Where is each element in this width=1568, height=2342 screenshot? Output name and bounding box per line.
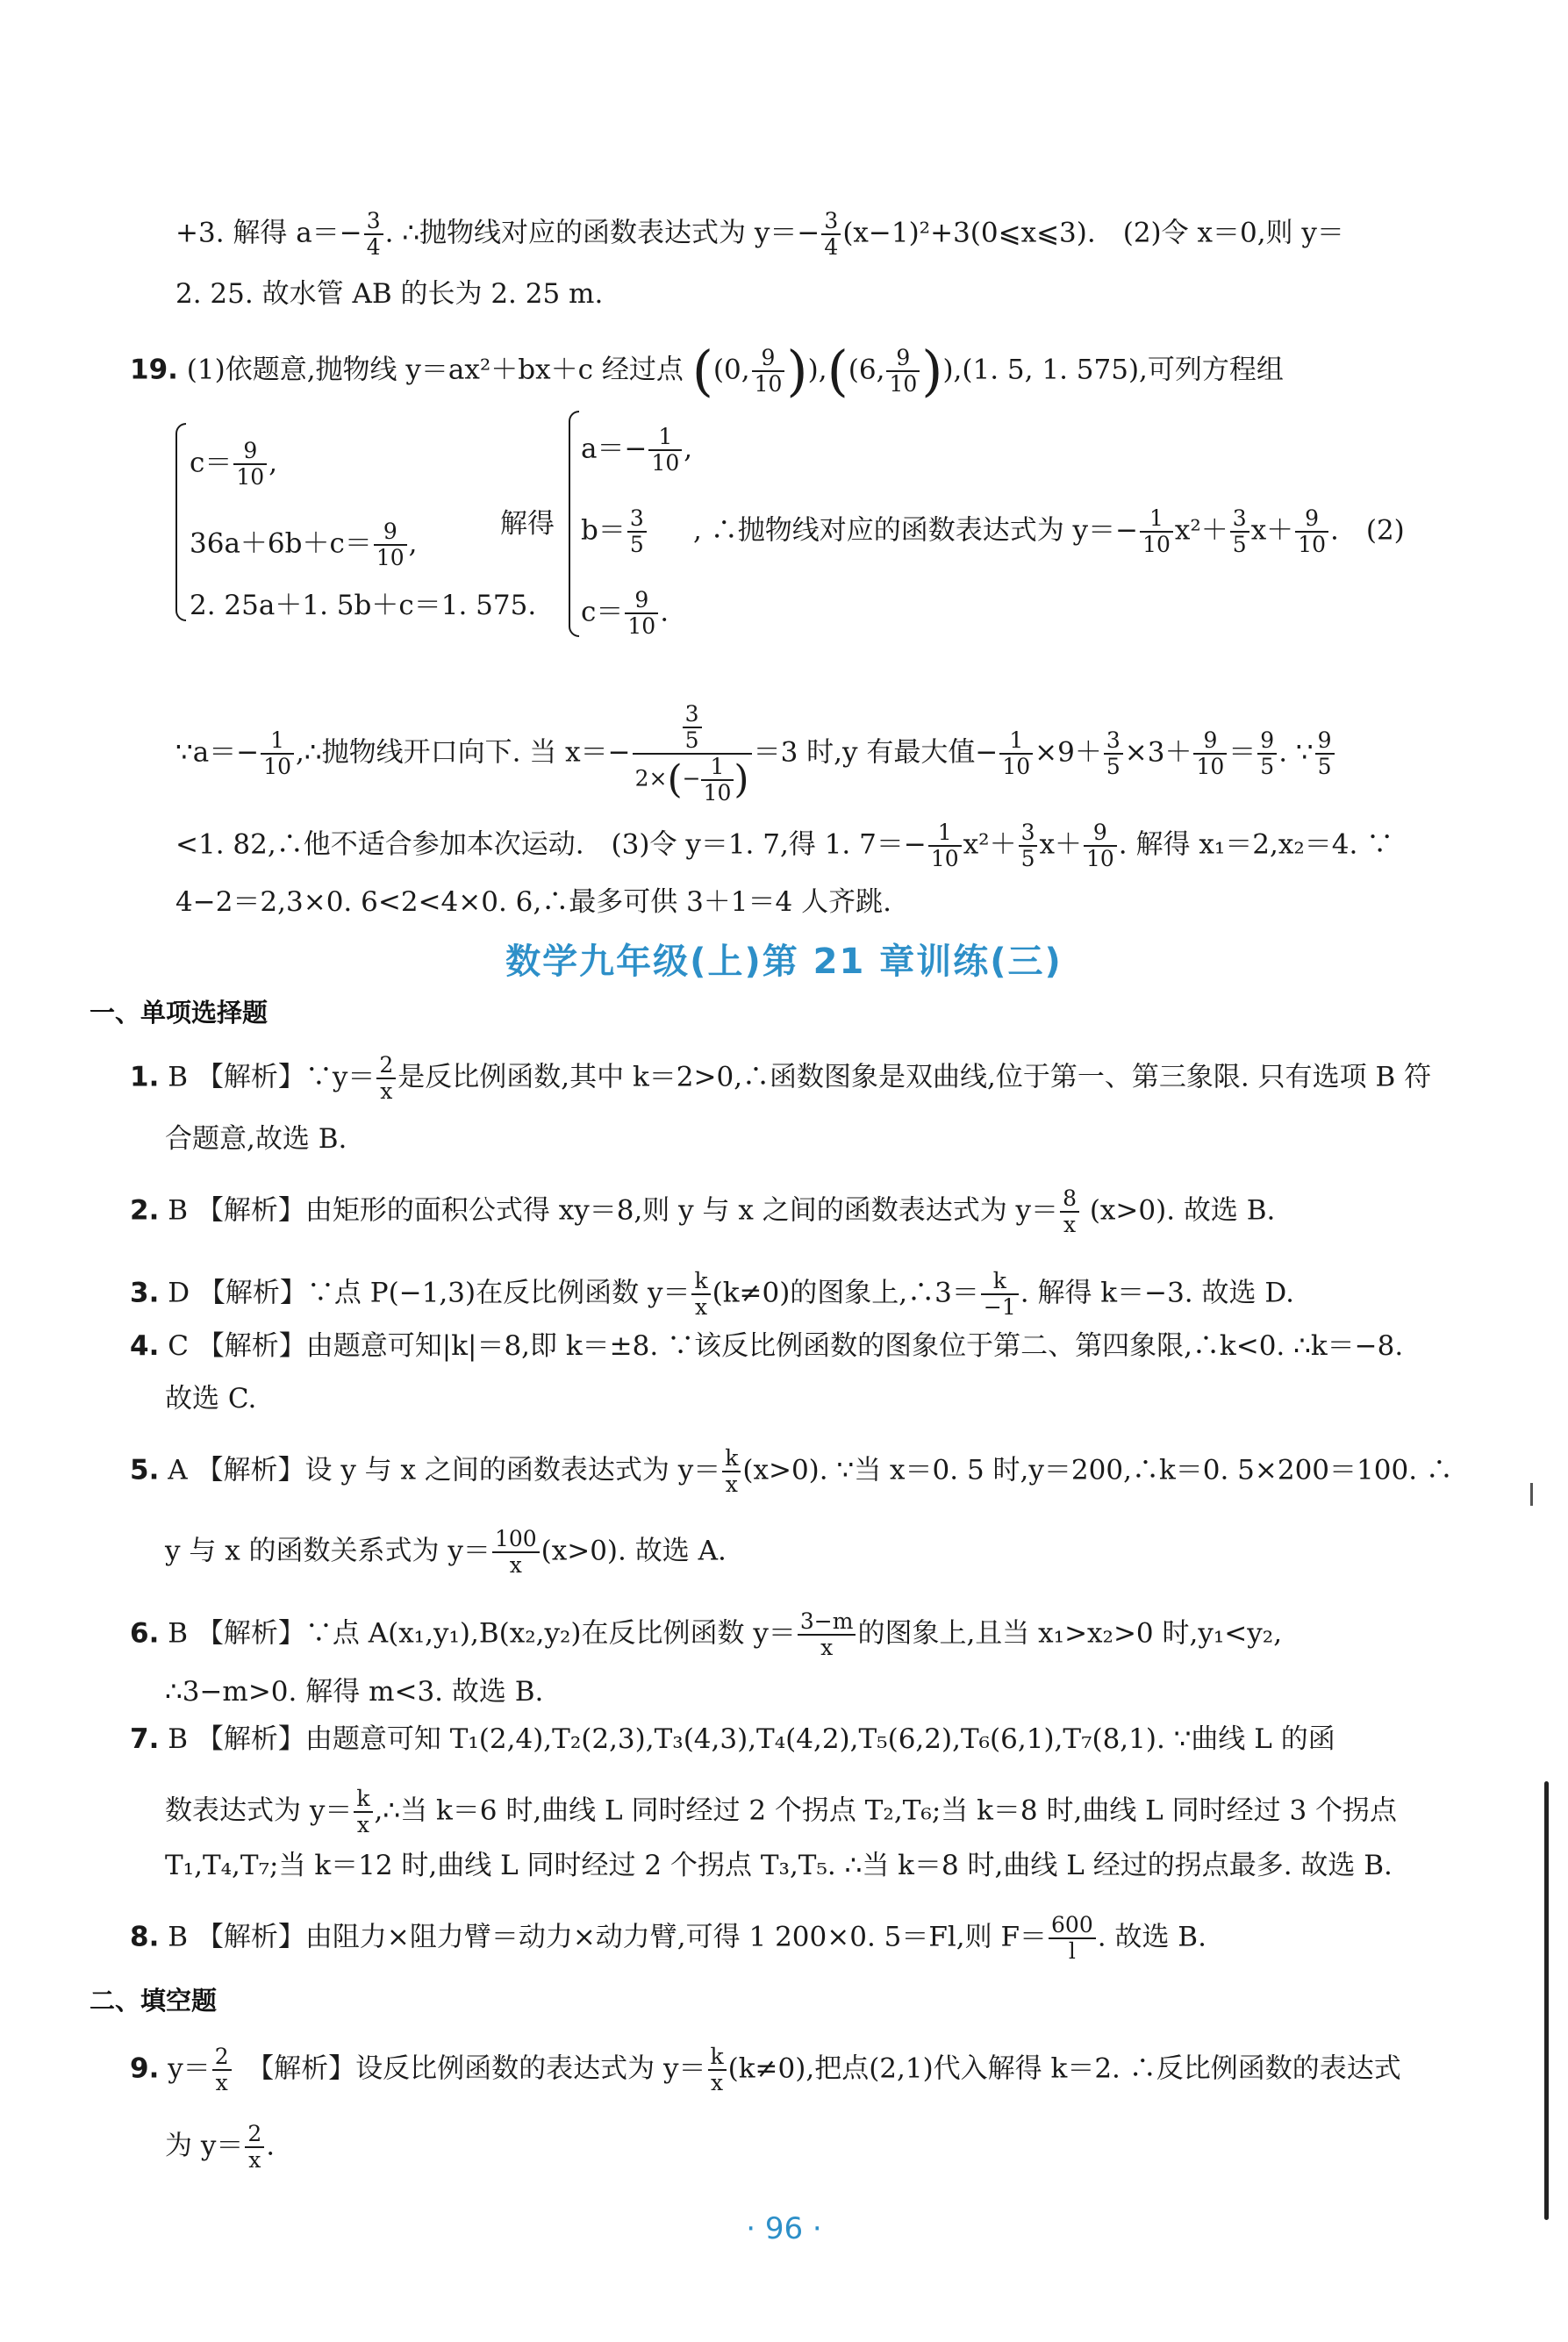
top-line-2: 2. 25. 故水管 AB 的长为 2. 25 m. — [175, 278, 604, 310]
top-line-1 — [175, 209, 1344, 260]
sys1-row-2: 36a＋6b＋c＝ $\frac{9}{10}$ , — [190, 519, 418, 570]
brace-left — [175, 423, 186, 621]
answer-7-cont-2: T₁,T₄,T₇;当 k＝12 时,曲线 L 同时经过 2 个拐点 T₃,T₅. ∴当 k＝8 时,曲线 L 经过的拐点最多. 故选 B. — [165, 1850, 1393, 1881]
text: . ∴抛物线对应的函数表达式为 y＝− — [384, 217, 820, 249]
sys1-row-3: 2. 25a＋1. 5b＋c＝1. 575. — [190, 590, 537, 621]
q19-line-3: ∵a＝− $\frac{1}{10}$ ,∴抛物线开口向下. 当 x＝− $\frac{3}{5}$ 2×(− $\frac{1}{10}$ ) ＝3 时,y 有最大值− $\frac{1}{10}$ ×9＋ $\frac{3}{5}$ ×3＋ $\frac{9}{10}$ ＝ $\frac{9}{5}$ . ∵ $\frac{9}{5}$ — [175, 702, 1336, 806]
answer-9: 9. y＝ $\frac{2}{x}$ 【解析】设反比例函数的表达式为 y＝ $\frac{k}{x}$ (k≠0),把点(2,1)代入解得 k＝2. ∴反比例函数的表达式 — [130, 2044, 1401, 2095]
sys1-row-1: c＝ $\frac{9}{10}$ , — [190, 438, 278, 490]
fraction: $\frac{9}{10}$ — [752, 346, 785, 397]
answer-5: 5. A 【解析】设 y 与 x 之间的函数表达式为 y＝ $\frac{k}{x}$ (x>0). ∵当 x＝0. 5 时,y＝200,∴k＝0. 5×200＝100. ∴ — [130, 1445, 1453, 1497]
answer-7: 7. B 【解析】由题意可知 T₁(2,4),T₂(2,3),T₃(4,3),T₄(4,2),T₅(6,2),T₆(6,1),T₇(8,1). ∵曲线 L 的函 — [130, 1723, 1335, 1755]
fraction: $\frac{9}{10}$ — [886, 346, 920, 397]
answer-2: 2. B 【解析】由矩形的面积公式得 xy＝8,则 y 与 x 之间的函数表达式为 y＝ $\frac{8}{x}$ (x>0). 故选 B. — [130, 1185, 1276, 1237]
answer-6: 6. B 【解析】∵点 A(x₁,y₁),B(x₂,y₂)在反比例函数 y＝ $\frac{3-m}{x}$ 的图象上,且当 x₁>x₂>0 时,y₁<y₂, — [130, 1608, 1283, 1660]
scan-edge-shadow — [1544, 1781, 1549, 2220]
text: (6, — [848, 354, 885, 386]
sys2-row-3: c＝ $\frac{9}{10}$ . — [581, 587, 669, 639]
section-single-choice: 一、单项选择题 — [89, 998, 268, 1028]
answer-7-cont-1: 数表达式为 y＝ $\frac{k}{x}$ ,∴当 k＝6 时,曲线 L 同时经过 2 个拐点 T₂,T₆;当 k＝8 时,曲线 L 同时经过 3 个拐点 — [165, 1786, 1398, 1837]
answer-9-cont: 为 y＝ $\frac{2}{x}$ . — [165, 2121, 276, 2173]
chapter-title: 数学九年级(上)第 21 章训练(三) — [505, 942, 1063, 982]
answer-8: 8. B 【解析】由阻力×阻力臂＝动力×动力臂,可得 1 200×0. 5＝Fl,则 F＝ $\frac{600}{l}$ . 故选 B. — [130, 1912, 1206, 1964]
solve-word: 解得 — [500, 508, 555, 540]
answer-1-cont: 合题意,故选 B. — [165, 1123, 347, 1155]
sys2-row-1: a＝− $\frac{1}{10}$ , — [581, 424, 693, 476]
fraction: $\frac{3}{4}$ — [364, 209, 383, 260]
answer-3: 3. D 【解析】∵点 P(−1,3)在反比例函数 y＝ $\frac{k}{x}$ (k≠0)的图象上,∴3＝ $\frac{k}{-1}$ . 解得 k＝−3. 故选 D. — [130, 1268, 1294, 1320]
q19-line-1: 19. (1)依题意,抛物线 y＝ax²＋bx＋c 经过点 ((0, $\frac{9}{10}$ )),((6, $\frac{9}{10}$ )),(1. 5, 1. 575),可列方程组 — [130, 339, 1284, 403]
q19-result-line: , ∴抛物线对应的函数表达式为 y＝− $\frac{1}{10}$ x²＋ $\frac{3}{5}$ x＋ $\frac{9}{10}$ . (2) — [693, 505, 1405, 557]
answer-4: 4. C 【解析】由题意可知|k|＝8,即 k＝±8. ∵该反比例函数的图象位于第二、第四象限,∴k<0. ∴k＝−8. — [130, 1330, 1404, 1362]
brace-right — [569, 411, 579, 637]
scan-mark — [1530, 1483, 1533, 1506]
text: ), — [807, 354, 827, 386]
q19-line-5: 4−2＝2,3×0. 6<2<4×0. 6,∴最多可供 3＋1＝4 人齐跳. — [175, 886, 891, 918]
text: (x−1)²+3(0⩽x⩽3). (2)令 x＝0,则 y＝ — [842, 217, 1344, 249]
answer-5-cont: y 与 x 的函数关系式为 y＝ $\frac{100}{x}$ (x>0). 故选 A. — [165, 1526, 727, 1578]
answer-4-cont: 故选 C. — [165, 1383, 257, 1415]
text: (0, — [712, 354, 750, 386]
page-number: · 96 · — [746, 2211, 822, 2246]
section-fill-blank: 二、填空题 — [89, 1986, 218, 2016]
text: +3. 解得 a＝− — [175, 217, 362, 249]
answer-6-cont: ∴3−m>0. 解得 m<3. 故选 B. — [165, 1676, 544, 1708]
fraction: $\frac{3}{4}$ — [821, 209, 841, 260]
text: (1)依题意,抛物线 y＝ax²＋bx＋c 经过点 — [186, 354, 684, 386]
answer-1: 1. B 【解析】∵y＝ $\frac{2}{x}$ 是反比例函数,其中 k＝2>0,∴函数图象是双曲线,位于第一、第三象限. 只有选项 B 符 — [130, 1052, 1432, 1104]
question-number: 19. — [130, 354, 178, 386]
text: ),(1. 5, 1. 575),可列方程组 — [942, 354, 1284, 386]
sys2-row-2: b＝ $\frac{3}{5}$ — [581, 506, 648, 557]
q19-line-4: <1. 82,∴他不适合参加本次运动. (3)令 y＝1. 7,得 1. 7＝− $\frac{1}{10}$ x²＋ $\frac{3}{5}$ x＋ $\frac{9}{10}$ . 解得 x₁＝2,x₂＝4. ∵ — [175, 820, 1394, 871]
